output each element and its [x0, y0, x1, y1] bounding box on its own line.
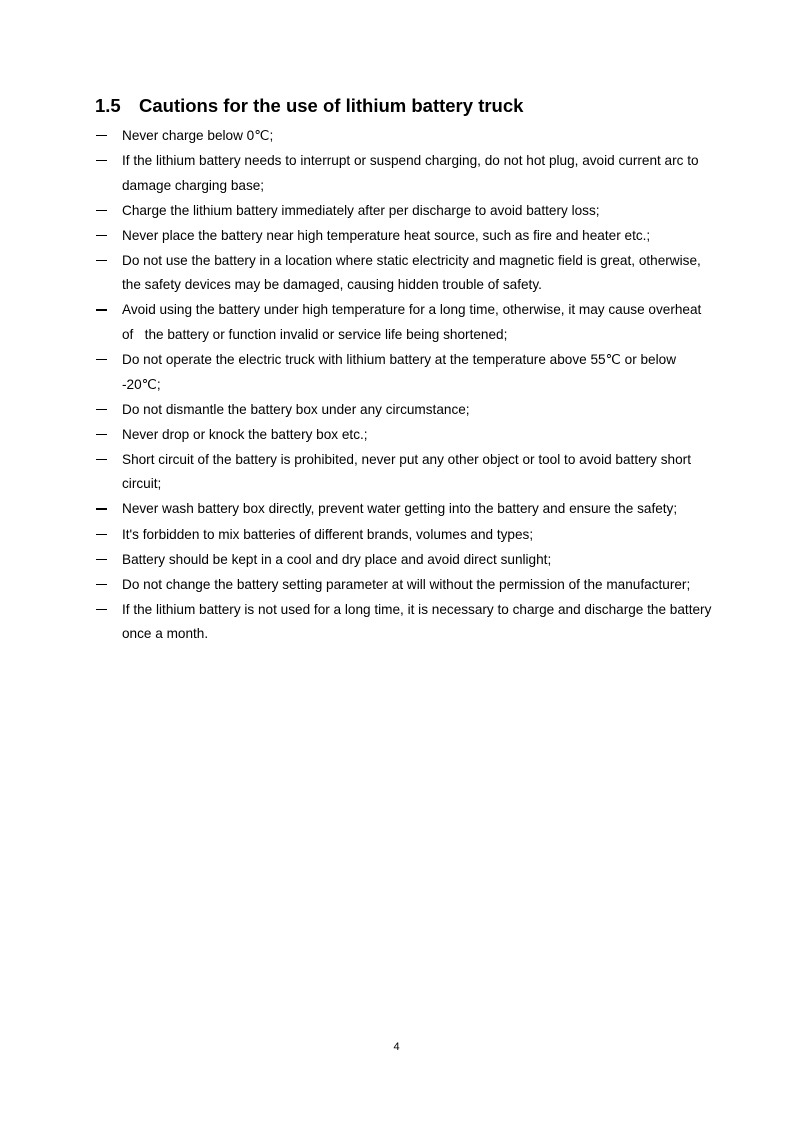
list-item-text: Do not change the battery setting parameter at will without the permission of the manufacturer; [122, 576, 691, 592]
list-item-text: Never charge below 0℃; [122, 128, 274, 143]
section-number: 1.5 [95, 95, 121, 116]
list-item [95, 598, 715, 647]
list-item-text: It's forbidden to mix batteries of different brands, volumes and types; [122, 526, 534, 542]
list-item [95, 448, 715, 497]
list-item-text: Never place the battery near high temperature heat source, such as fire and heater etc.; [122, 227, 651, 243]
list-item [95, 298, 715, 347]
list-item-text: Never drop or knock the battery box etc.; [122, 426, 368, 442]
cautions-list [95, 124, 715, 647]
list-item-text: If the lithium battery needs to interrupt or suspend charging, do not hot plug, avoid current arc to damage charging base; [122, 153, 699, 193]
list-item [95, 149, 715, 198]
list-item [95, 548, 715, 573]
list-item [95, 573, 715, 598]
list-item [95, 523, 715, 548]
page-number: 4 [393, 1041, 400, 1053]
section-heading [95, 94, 523, 118]
list-item [95, 423, 715, 448]
list-item-text: If the lithium battery is not used for a long time, it is necessary to charge and discharge the battery once a month. [122, 601, 712, 642]
list-item [95, 398, 715, 423]
list-item-text: Never wash battery box directly, prevent water getting into the battery and ensure the safety; [122, 501, 678, 517]
list-item-text: Do not operate the electric truck with lithium battery at the temperature above 55℃ or below -20℃; [122, 352, 677, 392]
list-item-text: Short circuit of the battery is prohibited, never put any other object or tool to avoid battery short circuit; [122, 451, 691, 492]
list-item-text: Do not dismantle the battery box under any circumstance; [122, 401, 470, 417]
section-title: Cautions for the use of lithium battery truck [139, 95, 524, 116]
list-item [95, 497, 715, 522]
list-item-text: Avoid using the battery under high temperature for a long time, otherwise, it may cause overheat of the battery or function invalid or service life being shortened; [122, 302, 702, 342]
list-item [95, 124, 715, 149]
list-item-text: Do not use the battery in a location where static electricity and magnetic field is great, otherwise, the safety devices may be damaged, causing hidden trouble of safety. [122, 252, 701, 293]
list-item-text: Charge the lithium battery immediately after per discharge to avoid battery loss; [122, 202, 600, 218]
list-item [95, 348, 715, 397]
list-item [95, 224, 715, 249]
list-item [95, 199, 715, 224]
list-item-text: Battery should be kept in a cool and dry place and avoid direct sunlight; [122, 551, 552, 567]
list-item [95, 249, 715, 298]
